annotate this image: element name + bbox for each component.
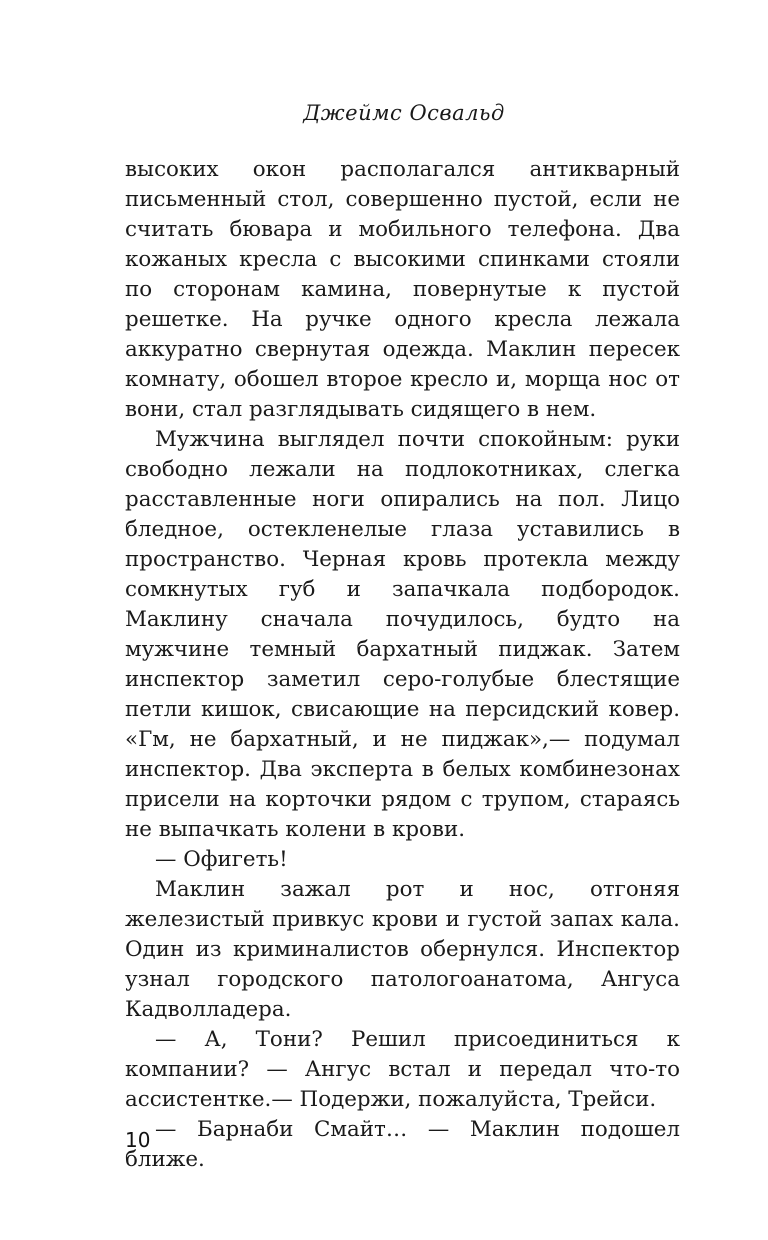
paragraph-5: — А, Тони? Решил присоединиться к компании? — Ангус встал и передал что-то ассистентке.— Подержи, пожалуйста, Трейси. <box>125 1027 680 1112</box>
running-head: Джеймс Освальд <box>303 101 505 125</box>
paragraph-4: Маклин зажал рот и нос, отгоняя железистый привкус крови и густой запах кала. Один из криминалистов обернулся. Инспектор узнал городского патологоанатома, Ангуса Кадволладера. <box>125 877 680 1022</box>
body-text <box>125 155 680 1175</box>
paragraph-1: высоких окон располагался антикварный письменный стол, совершенно пустой, если не считать бювара и мобильного телефона. Два кожаных кресла с высокими спинками стояли по сторонам камина, повернутые к пустой решетке. На ручке одного кресла лежала аккуратно свернутая одежда. Маклин пересек комнату, обошел второе кресло и, морща нос от вони, стал разглядывать сидящего в нем. <box>125 157 680 422</box>
paragraph-3: — Офигеть! <box>155 847 288 872</box>
paragraph-2: Мужчина выглядел почти спокойным: руки свободно лежали на подлокотниках, слегка расставленные ноги опирались на пол. Лицо бледное, остекленелые глаза уставились в пространство. Черная кровь протекла между сомкнутых губ и запачкала подбородок. Маклину сначала почудилось, будто на мужчине темный бархатный пиджак. Затем инспектор заметил серо-голубые блестящие петли кишок, свисающие на персидский ковер. «Гм, не бархатный, и не пиджак»,— подумал инспектор. Два эксперта в белых комбинезонах присели на корточки рядом с трупом, стараясь не выпачкать колени в крови. <box>125 427 680 842</box>
page-number: 10 <box>125 1128 151 1152</box>
paragraph-6: — Барнаби Смайт… — Маклин подошел ближе. <box>125 1117 680 1172</box>
